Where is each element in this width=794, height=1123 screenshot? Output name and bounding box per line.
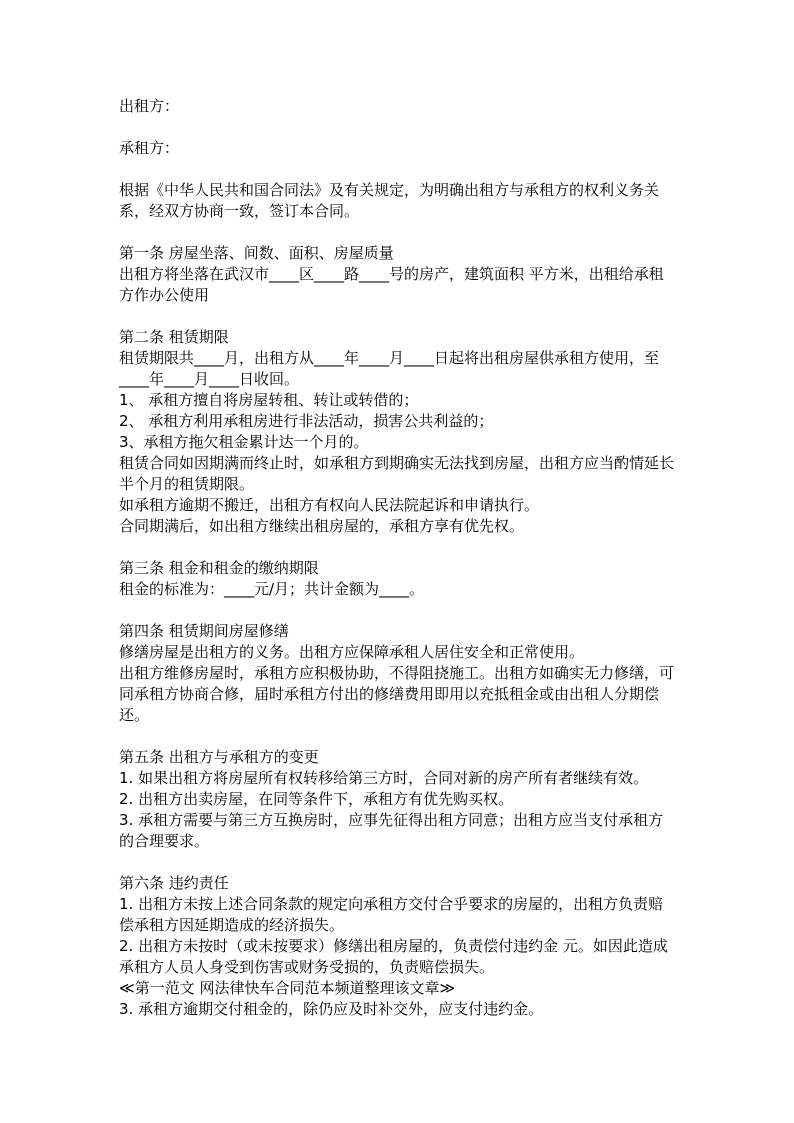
section-2 <box>119 327 675 537</box>
section-paragraph: 3. 承租方逾期交付租金的，除仍应及时补交外，应支付违约金。 <box>119 1000 544 1018</box>
section-paragraph: 租赁期限共____月，出租方从____年____月____日起将出租房屋供承租方使用，至____年____月____日收回。 <box>119 349 660 388</box>
section-paragraph: 3、承租方拖欠租金累计达一个月的。 <box>119 433 369 451</box>
contract-document <box>119 96 675 1020</box>
lessee-line: 承租方： <box>119 139 180 157</box>
section-title: 第四条 租赁期间房屋修缮 <box>119 622 289 640</box>
section-paragraph: 2、 承租方利用承租房进行非法活动，损害公共利益的； <box>119 412 494 430</box>
section-paragraph: 如承租方逾期不搬迁，出租方有权向人民法院起诉和申请执行。 <box>119 496 540 514</box>
section-paragraph: 1. 出租方未按上述合同条款的规定向承租方交付合乎要求的房屋的，出租方负责赔偿承租方因延期造成的经济损失。 <box>119 895 664 934</box>
section-title: 第五条 出租方与承租方的变更 <box>119 748 319 766</box>
section-paragraph: 2. 出租方未按时（或未按要求）修缮出租房屋的，负责偿付违约金 元。如因此造成承租方人员人身受到伤害或财务受损的，负责赔偿损失。 <box>119 937 668 976</box>
section-title: 第一条 房屋坐落、间数、面积、房屋质量 <box>119 244 394 262</box>
section-1 <box>119 243 675 306</box>
section-paragraph: 出租方将坐落在武汉市____区____路____号的房产，建筑面积 平方米，出租给承租方作办公使用 <box>119 265 664 304</box>
section-paragraph: 1. 如果出租方将房屋所有权转移给第三方时，合同对新的房产所有者继续有效。 <box>119 769 649 787</box>
section-3 <box>119 558 675 600</box>
section-title: 第三条 租金和租金的缴纳期限 <box>119 559 319 577</box>
section-paragraph: 3. 承租方需要与第三方互换房时，应事先征得出租方同意；出租方应当支付承租方的合理要求。 <box>119 811 664 850</box>
section-title: 第二条 租赁期限 <box>119 328 229 346</box>
section-paragraph: 合同期满后，如出租方继续出租房屋的，承租方享有优先权。 <box>119 517 525 535</box>
section-paragraph: 租金的标准为：____元/月；共计金额为____。 <box>119 580 425 598</box>
section-paragraph: 出租方维修房屋时，承租方应积极协助，不得阻挠施工。出租方如确实无力修缮，可同承租方协商合修，届时承租方付出的修缮费用即用以充抵租金或由出租人分期偿还。 <box>119 664 675 724</box>
section-paragraph: 修缮房屋是出租方的义务。出租方应保障承租人居住安全和正常使用。 <box>119 643 585 661</box>
section-paragraph: 2. 出租方出卖房屋，在同等条件下，承租方有优先购买权。 <box>119 790 514 808</box>
lessor-line: 出租方： <box>119 97 180 115</box>
section-paragraph: 1、 承租方擅自将房屋转租、转让或转借的； <box>119 391 419 409</box>
section-6 <box>119 873 675 1020</box>
source-note: ≪第一范文 网法律快车合同范本频道整理该文章≫ <box>119 979 456 997</box>
section-4 <box>119 621 675 726</box>
section-paragraph: 租赁合同如因期满而终止时，如承租方到期确实无法找到房屋，出租方应当酌情延长半个月的租赁期限。 <box>119 454 675 493</box>
section-5 <box>119 747 675 852</box>
section-title: 第六条 违约责任 <box>119 874 229 892</box>
intro-paragraph: 根据《中华人民共和国合同法》及有关规定，为明确出租方与承租方的权利义务关系，经双方协商一致，签订本合同。 <box>119 181 660 220</box>
